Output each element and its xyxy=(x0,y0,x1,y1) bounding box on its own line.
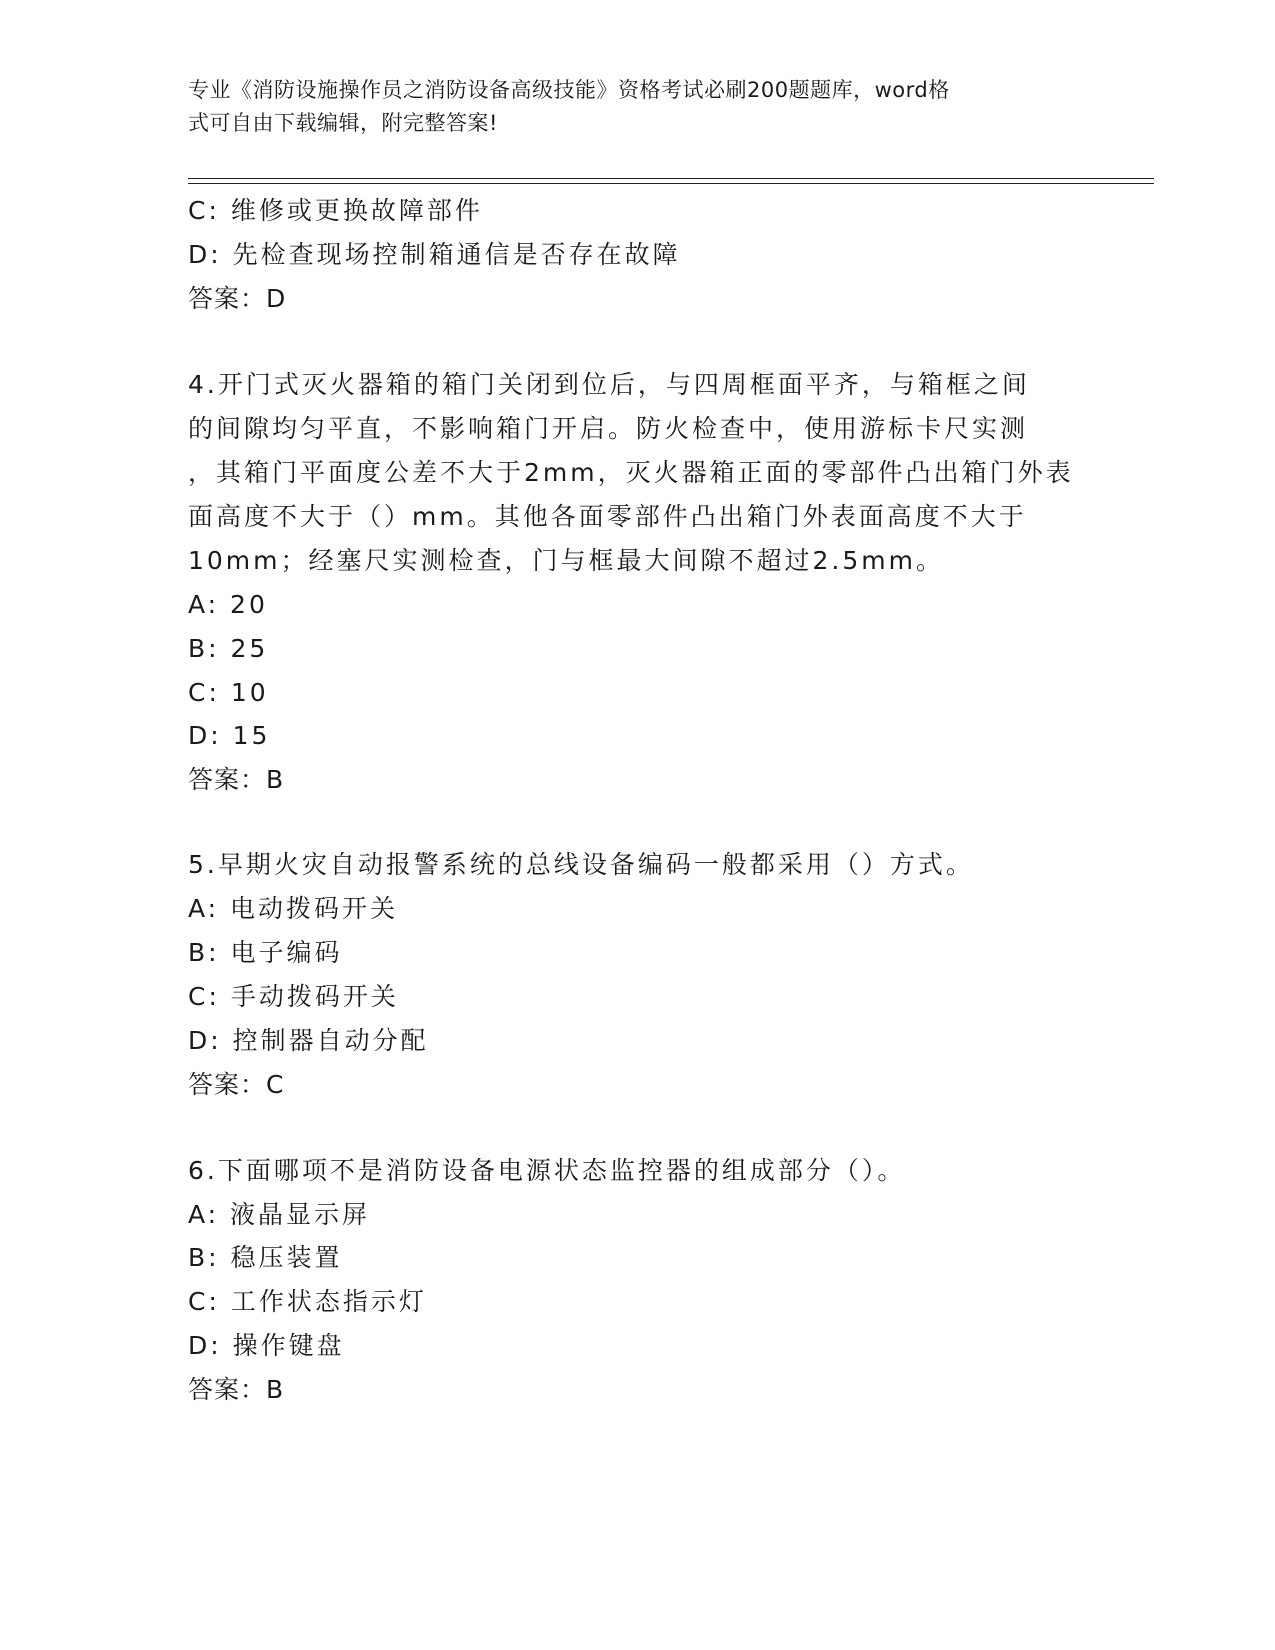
q4-option-b: B: 25 xyxy=(188,634,269,663)
header-line-1: 专业《消防设施操作员之消防设备高级技能》资格考试必刷200题题库，word格 xyxy=(188,78,950,102)
q5-option-c: C: 手动拨码开关 xyxy=(188,982,399,1011)
q3-option-c: C: 维修或更换故障部件 xyxy=(188,196,483,225)
q4-stem-line-1: 4.开门式灭火器箱的箱门关闭到位后，与四周框面平齐，与箱框之间 xyxy=(188,370,1030,399)
q5-option-b: B: 电子编码 xyxy=(188,938,343,967)
q5-option-a: A: 电动拨码开关 xyxy=(188,894,399,923)
document-header xyxy=(188,74,1088,140)
q3-option-d: D: 先检查现场控制箱通信是否存在故障 xyxy=(188,240,681,269)
q6-option-a: A: 液晶显示屏 xyxy=(188,1200,371,1229)
q6-option-d: D: 操作键盘 xyxy=(188,1331,345,1360)
q4-stem-line-2: 的间隙均匀平直，不影响箱门开启。防火检查中，使用游标卡尺实测 xyxy=(188,414,1029,443)
q6-stem: 6.下面哪项不是消防设备电源状态监控器的组成部分（）。 xyxy=(188,1156,906,1185)
q4-stem-line-3: ，其箱门平面度公差不大于2mm，灭火器箱正面的零部件凸出箱门外表 xyxy=(188,458,1074,487)
q4-option-c: C: 10 xyxy=(188,678,269,707)
q5-answer: 答案：C xyxy=(188,1070,285,1099)
header-divider-top xyxy=(188,178,1154,179)
header-divider-bottom xyxy=(188,183,1154,184)
header-line-2: 式可自由下载编辑，附完整答案! xyxy=(188,111,498,135)
q4-answer: 答案：B xyxy=(188,765,285,794)
q5-stem: 5.早期火灾自动报警系统的总线设备编码一般都采用（）方式。 xyxy=(188,850,974,879)
q3-answer: 答案：D xyxy=(188,284,287,313)
q4-stem-line-5: 10mm；经塞尺实测检查，门与框最大间隙不超过2.5mm。 xyxy=(188,546,944,575)
q4-stem-line-4: 面高度不大于（）mm。其他各面零部件凸出箱门外表面高度不大于 xyxy=(188,502,1027,531)
q6-option-c: C: 工作状态指示灯 xyxy=(188,1287,427,1316)
q5-option-d: D: 控制器自动分配 xyxy=(188,1026,429,1055)
q4-option-d: D: 15 xyxy=(188,721,271,750)
q6-answer: 答案：B xyxy=(188,1375,285,1404)
q4-option-a: A: 20 xyxy=(188,590,268,619)
q6-option-b: B: 稳压装置 xyxy=(188,1243,343,1272)
